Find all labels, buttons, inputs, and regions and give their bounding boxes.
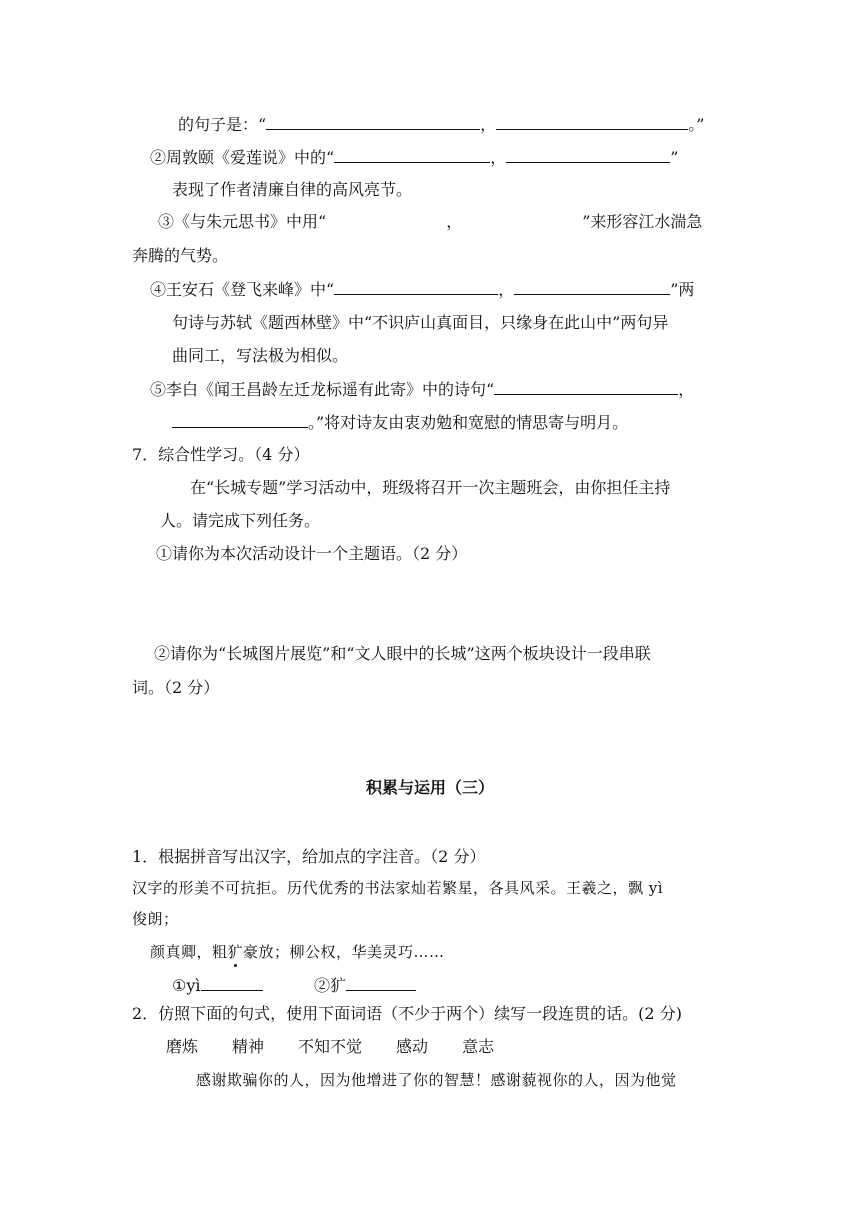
- word: 磨炼: [166, 1037, 199, 1056]
- s3q2-example: 感谢欺骗你的人，因为他增进了你的智慧！感谢藐视你的人，因为他觉: [196, 1071, 677, 1089]
- dotted-char: 犷: [227, 943, 244, 961]
- q7-task-1: ①请你为本次活动设计一个主题语。（2 分）: [156, 544, 468, 563]
- word: 不知不觉: [298, 1037, 363, 1056]
- q6-line-9: ⑤李白《闻王昌龄左迁龙标遥有此寄》中的诗句“ ，: [150, 380, 695, 399]
- q6-line-7: 句诗与苏轼《题西林壁》中“不识庐山真面目，只缘身在此山中”两句异: [172, 313, 669, 332]
- answer-blank[interactable]: [201, 974, 263, 991]
- word: 意志: [462, 1037, 495, 1056]
- q7-task-2-line-1: ②请你为“长城图片展览”和“文人眼中的长城”这两个板块设计一段串联: [154, 644, 651, 663]
- s3q2-title: 2．仿照下面的句式，使用下面词语（不少于两个）续写一段连贯的话。(2 分): [132, 1004, 682, 1023]
- q6-line-5: 奔腾的气势。: [132, 246, 229, 265]
- word: 精神: [232, 1037, 265, 1056]
- s3q1-passage-line-1: 汉字的形美不可抗拒。历代优秀的书法家灿若繁星，各具风采。王羲之，飘 yì: [132, 879, 664, 897]
- answer-blank[interactable]: [172, 411, 308, 428]
- s3q1-passage-line-2: 俊朗；: [132, 910, 179, 928]
- answer-blank[interactable]: [496, 113, 688, 130]
- word: 感动: [396, 1037, 429, 1056]
- s3q2-word-list: [166, 1036, 494, 1058]
- q6-line-4: ③《与朱元思书》中用“ ， ”来形容江水湍急: [158, 212, 703, 231]
- q6-line-6: ④王安石《登飞来峰》中“ ， ”两: [150, 280, 695, 299]
- s3q1-title: 1．根据拼音写出汉字，给加点的字注音。（2 分）: [132, 847, 486, 866]
- q6-line-8: 曲同工，写法极为相似。: [172, 346, 349, 365]
- s3q1-answer-1: ①yì: [172, 974, 263, 997]
- s3q1-passage-line-3: 颜真卿，粗犷豪放；柳公权，华美灵巧……: [150, 943, 445, 961]
- q6-line-3: 表现了作者清廉自律的高风亮节。: [172, 180, 413, 199]
- q6-line-2: ②周敦颐《爱莲说》中的“ ， ”: [150, 148, 679, 167]
- q7-title: 7．综合性学习。（4 分）: [132, 445, 310, 464]
- section-title: 积累与运用（三）: [365, 778, 494, 797]
- s3q1-answer-2: ②犷: [314, 974, 416, 997]
- q7-paragraph-2: 人。请完成下列任务。: [160, 511, 321, 530]
- answer-blank[interactable]: [494, 378, 678, 395]
- q6-line-1: 的句子是：“ ， 。”: [178, 115, 705, 134]
- answer-blank[interactable]: [334, 278, 498, 295]
- q7-paragraph-1: 在“长城专题”学习活动中，班级将召开一次主题班会，由你担任主持: [190, 478, 671, 497]
- answer-blank[interactable]: [266, 113, 480, 130]
- answer-blank[interactable]: [346, 974, 416, 991]
- answer-blank[interactable]: [506, 146, 670, 163]
- q6-line-10: 。”将对诗友由衷劝勉和宽慰的情思寄与明月。: [172, 411, 628, 434]
- q7-task-2-line-2: 词。（2 分）: [132, 678, 220, 697]
- answer-blank[interactable]: [334, 146, 490, 163]
- answer-blank[interactable]: [514, 278, 670, 295]
